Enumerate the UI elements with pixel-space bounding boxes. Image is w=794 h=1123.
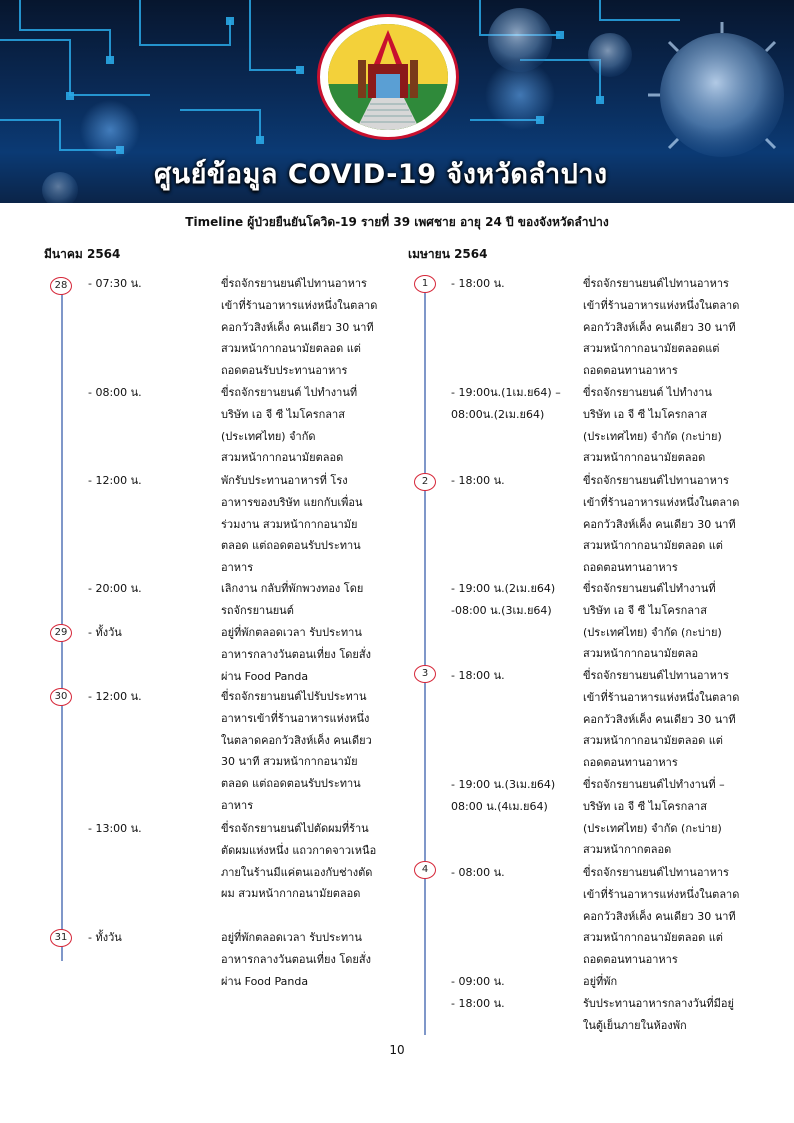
entry-description: ขี่รถจักรยานยนต์ไปทานอาหาร เข้าที่ร้านอาหารแห่งหนึ่งในตลาด คอกวัวสิงห์เค็ง คนเดียว 30 นาที สวมหน้ากากอนามัยตลอด แต่ ถอดตอนทานอาหาร — [583, 474, 740, 575]
entry-time: - 08:00 น. — [88, 386, 142, 399]
entry-description: อยู่ที่พักตลอดเวลา รับประทาน อาหารกลางวันตอนเที่ยง โดยสั่ง ผ่าน Food Panda — [221, 931, 371, 988]
month-heading-april: เมษายน 2564 — [408, 247, 488, 261]
entry-description: อยู่ที่พัก — [583, 975, 618, 988]
page-number: 10 — [389, 1043, 405, 1057]
day-marker: 4 — [414, 861, 436, 879]
day-marker: 30 — [50, 688, 72, 706]
entry-description: อยู่ที่พักตลอดเวลา รับประทาน อาหารกลางวันตอนเที่ยง โดยสั่ง ผ่าน Food Panda — [221, 626, 371, 683]
entry-time: - 07:30 น. — [88, 277, 142, 290]
entry-description: ขี่รถจักรยานยนต์ไปทานอาหาร เข้าที่ร้านอาหารแห่งหนึ่งในตลาด คอกวัวสิงห์เค็ง คนเดียว 30 นาที สวมหน้ากากอนามัยตลอด แต่ ถอดตอนรับประทานอาหาร — [221, 277, 378, 378]
entry-time: - 13:00 น. — [88, 822, 142, 835]
entry-description: ขี่รถจักรยานยนต์ไปทานอาหาร เข้าที่ร้านอาหารแห่งหนึ่งในตลาด คอกวัวสิงห์เค็ง คนเดียว 30 นาที สวมหน้ากากอนามัยตลอด แต่ ถอดตอนทานอาหาร — [583, 866, 740, 967]
document-title: Timeline ผู้ป่วยยืนยันโควิด-19 รายที่ 39 เพศชาย อายุ 24 ปี ของจังหวัดลำปาง — [185, 215, 609, 229]
entry-description: ขี่รถจักรยานยนต์ไปตัดผมที่ร้าน ตัดผมแห่งหนึ่ง แถวกาดจาวเหนือ ภายในร้านมีแค่ตนเองกับช่างตัด ผม สวมหน้ากากอนามัยตลอด — [221, 822, 377, 901]
temple-gate-icon — [328, 24, 448, 130]
day-marker: 31 — [50, 929, 72, 947]
entry-description: พักรับประทานอาหารที่ โรง อาหารของบริษัท แยกกับเพื่อน ร่วมงาน สวมหน้ากากอนามัย ตลอด แต่ถอดตอนรับประทาน อาหาร — [221, 474, 363, 575]
entry-time: - ทั้งวัน — [88, 931, 122, 944]
day-marker: 3 — [414, 665, 436, 683]
entry-description: ขี่รถจักรยานยนต์ไปทานอาหาร เข้าที่ร้านอาหารแห่งหนึ่งในตลาด คอกวัวสิงห์เค็ง คนเดียว 30 นาที สวมหน้ากากอนามัยตลอด แต่ ถอดตอนทานอาหาร — [583, 669, 740, 770]
banner-title: ศูนย์ข้อมูล COVID-19 จังหวัดลำปาง — [154, 159, 608, 190]
entry-description: เลิกงาน กลับที่พักพวงทอง โดย รถจักรยานยนต์ — [221, 582, 364, 617]
entry-time: - 09:00 น. — [451, 975, 505, 988]
province-seal — [317, 14, 459, 140]
entry-description: ขี่รถจักรยานยนต์ไปทำงานที่ – บริษัท เอ จี ซี ไมโครกลาส (ประเทศไทย) จำกัด (กะบ่าย) สวมหน้ากากตลอด — [583, 778, 725, 857]
day-marker: 2 — [414, 473, 436, 491]
entry-time: - 18:00 น. — [451, 669, 505, 682]
entry-time: - 12:00 น. — [88, 474, 142, 487]
entry-description: รับประทานอาหารกลางวันที่มีอยู่ ในตู้เย็นภายในห้องพัก — [583, 997, 734, 1032]
entry-description: ขี่รถจักรยานยนต์ ไปทำงาน บริษัท เอ จี ซี ไมโครกลาส (ประเทศไทย) จำกัด (กะบ่าย) สวมหน้ากากอนามัยตลอด — [583, 386, 722, 465]
entry-time: - ทั้งวัน — [88, 626, 122, 639]
entry-description: ขี่รถจักรยานยนต์ไปรับประทาน อาหารเข้าที่ร้านอาหารแห่งหนึ่ง ในตลาดคอกวัวสิงห์เค็ง คนเดียว 30 นาที สวมหน้ากากอนามัย ตลอด แต่ถอดตอนรับประทาน อาหาร — [221, 690, 372, 812]
month-heading-march: มีนาคม 2564 — [44, 247, 121, 261]
entry-time: - 19:00 น.(3เม.ย64) 08:00 น.(4เม.ย64) — [451, 778, 556, 813]
entry-time: - 20:00 น. — [88, 582, 142, 595]
entry-time: - 12:00 น. — [88, 690, 142, 703]
day-marker: 28 — [50, 277, 72, 295]
entry-time: - 19:00 น.(2เม.ย64) -08:00 น.(3เม.ย64) — [451, 582, 556, 617]
entry-description: ขี่รถจักรยานยนต์ ไปทำงานที่ บริษัท เอ จี ซี ไมโครกลาส (ประเทศไทย) จำกัด สวมหน้ากากอนามัยตลอด — [221, 386, 358, 465]
entry-time: - 18:00 น. — [451, 474, 505, 487]
entry-time: - 08:00 น. — [451, 866, 505, 879]
header-banner — [0, 0, 794, 203]
entry-time: - 18:00 น. — [451, 997, 505, 1010]
day-marker: 1 — [414, 275, 436, 293]
entry-time: - 18:00 น. — [451, 277, 505, 290]
timeline-line — [61, 285, 63, 961]
entry-description: ขี่รถจักรยานยนต์ไปทำงานที่ บริษัท เอ จี ซี ไมโครกลาส (ประเทศไทย) จำกัด (กะบ่าย) สวมหน้ากากอนามัยตลอ — [583, 582, 722, 661]
entry-time: - 19:00น.(1เม.ย64) – 08:00น.(2เม.ย64) — [451, 386, 561, 421]
day-marker: 29 — [50, 624, 72, 642]
timeline-line — [424, 285, 426, 1035]
entry-description: ขี่รถจักรยานยนต์ไปทานอาหาร เข้าที่ร้านอาหารแห่งหนึ่งในตลาด คอกวัวสิงห์เค็ง คนเดียว 30 นาที สวมหน้ากากอนามัยตลอดแต่ ถอดตอนทานอาหาร — [583, 277, 740, 378]
